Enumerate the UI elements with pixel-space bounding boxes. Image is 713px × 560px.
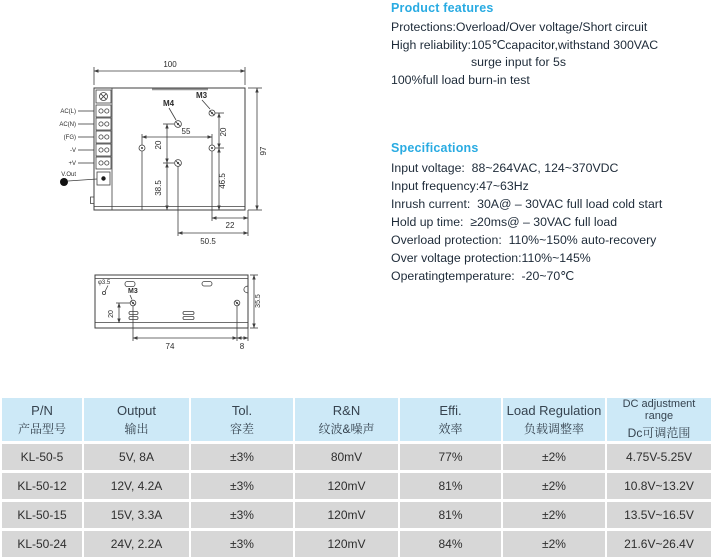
header-en: R&N — [332, 402, 361, 418]
terminal-label-minusv: -V — [70, 148, 76, 154]
cell-output: 5V, 8A — [84, 444, 189, 470]
terminal-label-plusv: +V — [68, 161, 76, 167]
side-dimension-8 — [237, 338, 248, 351]
right-column — [391, 1, 713, 285]
dimension-46-5 — [218, 148, 227, 210]
col-header-dc-range — [607, 398, 711, 441]
col-header-tolerance — [191, 398, 293, 441]
svg-text:74: 74 — [165, 342, 175, 351]
table-row — [2, 444, 711, 470]
cell-load-regulation: ±2% — [503, 531, 605, 557]
phi-label-group — [98, 280, 111, 295]
terminal-cell — [96, 131, 111, 143]
dimension-50-5 — [178, 233, 248, 246]
mounting-holes — [139, 110, 215, 166]
svg-text:50.5: 50.5 — [200, 237, 216, 246]
cell-tolerance: ±3% — [191, 473, 293, 499]
cell-tolerance: ±3% — [191, 444, 293, 470]
dimension-width-100 — [94, 60, 245, 85]
svg-text:46.5: 46.5 — [218, 173, 227, 189]
cell-efficiency: 77% — [400, 444, 501, 470]
spec-line: Inrush current: 30A@ – 30VAC full load cold start — [391, 197, 663, 212]
dimension-20-center — [154, 124, 174, 163]
cell-output: 12V, 4.2A — [84, 473, 189, 499]
cell-load-regulation: ±2% — [503, 473, 605, 499]
terminal-label-fg: (FG) — [63, 135, 76, 141]
col-header-ripple-noise — [295, 398, 398, 441]
corner-notch — [244, 286, 248, 293]
terminal-cell — [96, 157, 111, 169]
terminal-cell — [96, 144, 111, 156]
cell-ripple: 120mV — [295, 531, 398, 557]
table-header-row — [2, 398, 711, 441]
cell-ripple: 80mV — [295, 444, 398, 470]
header-en: Load Regulation — [506, 402, 602, 418]
header-zh: 产品型号 — [17, 421, 66, 436]
col-header-output — [84, 398, 189, 441]
table-row — [2, 531, 711, 557]
product-table — [0, 395, 713, 560]
spec-line: Input voltage: 88~264VAC, 124~370VDC — [391, 161, 619, 176]
spec-line: Input frequency:47~63Hz — [391, 179, 529, 194]
terminal-label-acn: AC(N) — [59, 122, 76, 128]
feature-line: 100%full load burn-in test — [391, 72, 530, 87]
mounting-hole — [209, 145, 215, 151]
cell-tolerance: ±3% — [191, 502, 293, 528]
mounting-hole-m4 — [175, 121, 182, 128]
svg-text:38.5: 38.5 — [154, 180, 163, 196]
terminal-cell — [96, 105, 111, 117]
svg-text:35.5: 35.5 — [255, 294, 262, 308]
cell-ripple: 120mV — [295, 502, 398, 528]
col-header-pn — [2, 398, 82, 441]
side-case-outline — [95, 275, 248, 328]
cell-ripple: 120mV — [295, 473, 398, 499]
header-en: Output — [116, 402, 157, 418]
dimension-20-right — [215, 113, 228, 148]
product-features-title: Product features — [391, 1, 494, 15]
feature-line: Protections:Overload/Over voltage/Short circuit — [391, 20, 648, 34]
header-en: DC adjustment range — [622, 398, 696, 422]
cell-dc-range: 10.8V~13.2V — [607, 473, 711, 499]
phi-label: φ3.5 — [98, 280, 111, 286]
svg-text:20: 20 — [154, 140, 163, 150]
col-header-load-regulation — [503, 398, 605, 441]
cell-efficiency: 84% — [400, 531, 501, 557]
vout-label: V.Out — [61, 172, 76, 178]
header-zh: 效率 — [438, 421, 463, 436]
col-header-efficiency — [400, 398, 501, 441]
header-en: P/N — [31, 402, 53, 418]
cell-tolerance: ±3% — [191, 531, 293, 557]
dimension-38-5 — [154, 163, 167, 210]
cell-pn: KL-50-5 — [2, 444, 82, 470]
table-row — [2, 502, 711, 528]
header-zh: 纹波&噪声 — [318, 421, 375, 436]
cell-pn: KL-50-15 — [2, 502, 82, 528]
side-m3-label: M3 — [128, 288, 138, 295]
svg-text:20: 20 — [108, 310, 115, 318]
spec-line: Overload protection: 110%~150% auto-recovery — [391, 233, 657, 248]
cell-load-regulation: ±2% — [503, 444, 605, 470]
cell-dc-range: 4.75V-5.25V — [607, 444, 711, 470]
spec-line: Over voltage protection:110%~145% — [391, 251, 591, 266]
header-en: Tol. — [231, 402, 253, 418]
vout-dot — [60, 178, 68, 186]
specifications-title: Specifications — [391, 141, 479, 156]
side-mounting-holes — [130, 300, 240, 306]
cell-load-regulation: ±2% — [503, 502, 605, 528]
cell-efficiency: 81% — [400, 502, 501, 528]
cell-pn: KL-50-24 — [2, 531, 82, 557]
top-view-drawing — [50, 52, 350, 252]
header-zh: 容差 — [229, 421, 254, 436]
mounting-hole-m3 — [130, 300, 136, 306]
cell-output: 24V, 2.2A — [84, 531, 189, 557]
side-dimension-20 — [108, 303, 130, 323]
m4-label: M4 — [163, 99, 175, 108]
svg-text:8: 8 — [239, 342, 245, 351]
cell-dc-range: 21.6V~26.4V — [607, 531, 711, 557]
mounting-hole — [139, 145, 145, 151]
mounting-hole — [234, 300, 240, 306]
vent-slots — [125, 282, 212, 320]
mounting-hole — [175, 160, 182, 167]
header-zh: 负载调整率 — [523, 421, 584, 436]
header-en: Effi. — [439, 402, 462, 418]
spec-line: Hold up time: ≥20ms@ – 30VAC full load — [391, 215, 618, 230]
dimension-height-97 — [248, 88, 268, 210]
cell-efficiency: 81% — [400, 473, 501, 499]
feature-line: surge input for 5s — [471, 55, 567, 70]
side-dimension-35-5 — [250, 275, 262, 328]
side-view-drawing — [78, 266, 323, 386]
m3-label: M3 — [196, 91, 208, 100]
terminal-cell — [96, 118, 111, 130]
dimension-55 — [142, 127, 212, 145]
header-zh: 输出 — [124, 421, 149, 436]
feature-line: High reliability:105℃capacitor,withstand 300VAC — [391, 37, 659, 52]
mounting-hole-m3 — [209, 110, 215, 116]
svg-text:100: 100 — [163, 60, 177, 69]
terminal-strip — [96, 90, 111, 185]
terminal-label-acl: AC(L) — [60, 109, 76, 115]
product-features-section — [391, 1, 713, 89]
cell-dc-range: 13.5V~16.5V — [607, 502, 711, 528]
svg-text:97: 97 — [259, 146, 268, 156]
header-zh: Dc可调范围 — [627, 426, 691, 440]
terminal-labels — [59, 109, 97, 186]
svg-text:20: 20 — [219, 127, 228, 137]
dimension-22 — [212, 218, 248, 230]
svg-text:55: 55 — [181, 127, 191, 136]
cell-pn: KL-50-12 — [2, 473, 82, 499]
svg-text:22: 22 — [225, 221, 235, 230]
cell-output: 15V, 3.3A — [84, 502, 189, 528]
table-row — [2, 473, 711, 499]
specifications-section — [391, 141, 713, 285]
spec-line: Operatingtemperature: -20~70℃ — [391, 269, 574, 284]
